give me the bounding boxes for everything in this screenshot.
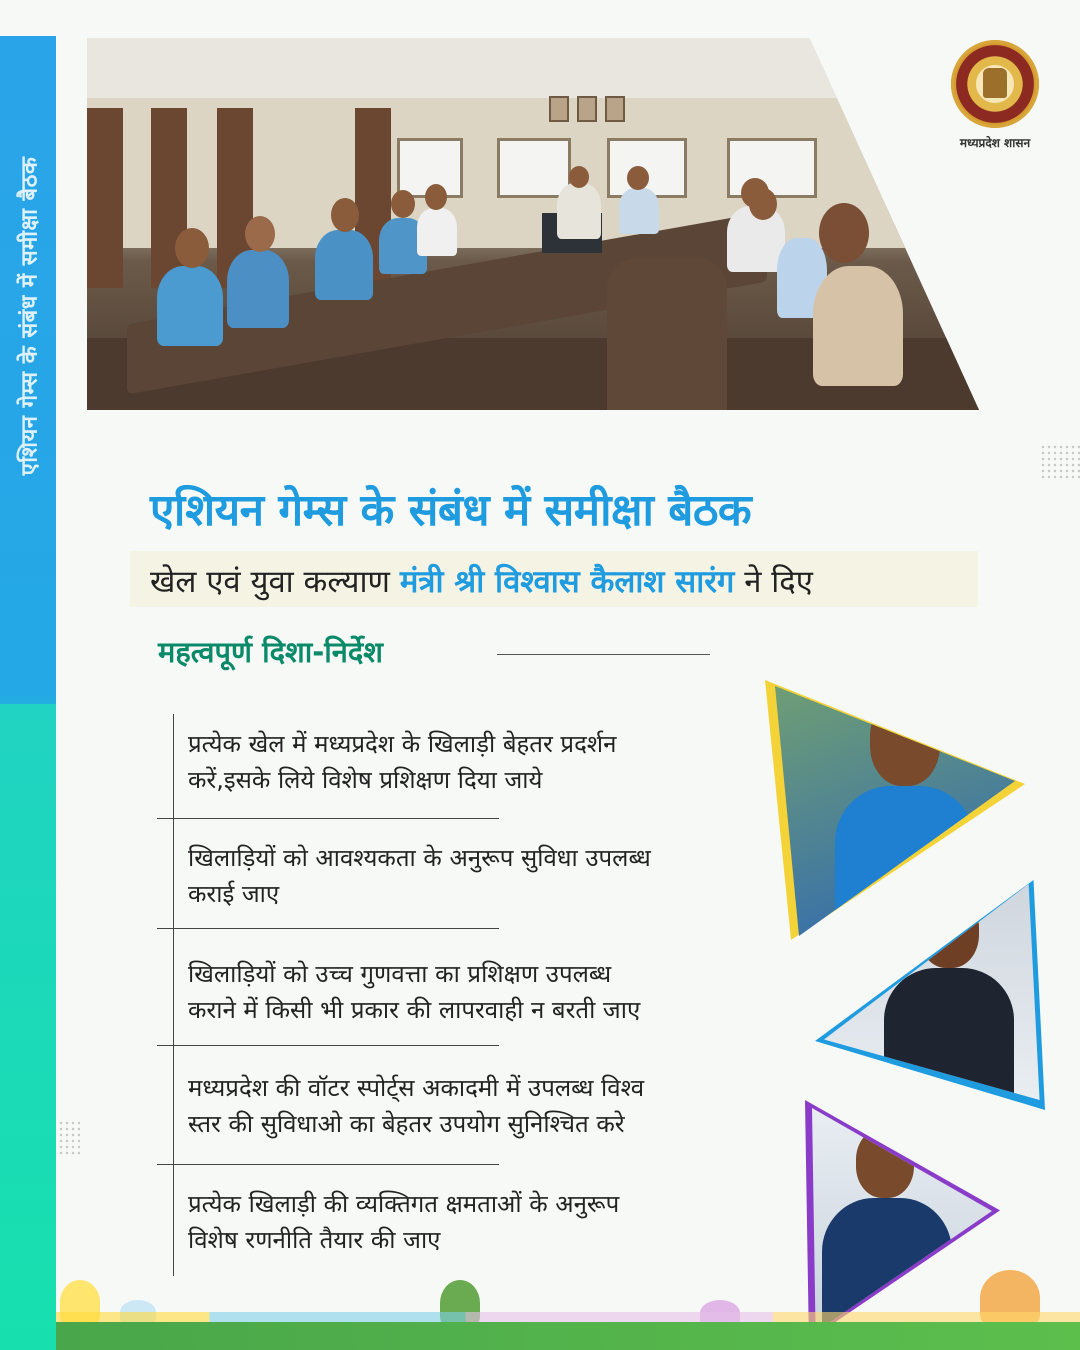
- list-separator: [157, 1164, 499, 1165]
- page-title: एशियन गेम्स के संबंध में समीक्षा बैठक: [150, 485, 752, 536]
- list-item: खिलाड़ियों को उच्च गुणवत्ता का प्रशिक्षण उपलब्ध कराने में किसी भी प्रकार की लापरवाही न बरती जाए: [188, 960, 641, 1024]
- list-item: प्रत्येक खेल में मध्यप्रदेश के खिलाड़ी बेहतर प्रदर्शन करें,इसके लिये विशेष प्रशिक्षण दिया जाये: [188, 730, 617, 794]
- list-separator: [157, 1045, 499, 1046]
- subtitle-suffix: ने दिए: [734, 564, 813, 600]
- mp-government-emblem-icon: [951, 40, 1039, 128]
- athlete-photo-3: [812, 1108, 992, 1332]
- meeting-photo: [87, 38, 979, 410]
- list-item: मध्यप्रदेश की वॉटर स्पोर्ट्स अकादमी में उपलब्ध विश्व स्तर की सुविधाओ का बेहतर उपयोग सुनिश्चित करे: [188, 1074, 645, 1138]
- list-vertical-rule: [173, 714, 174, 1276]
- list-separator: [157, 928, 499, 929]
- subtitle-minister-name: मंत्री श्री विश्वास कैलाश सारंग: [399, 564, 735, 600]
- bottom-ground-band: [56, 1322, 1080, 1350]
- decorative-dots-top-right: [1040, 444, 1080, 480]
- subtitle: [150, 560, 980, 602]
- side-strip-text: एशियन गेम्स के संबंध में समीक्षा बैठक: [17, 156, 42, 476]
- list-item: प्रत्येक खिलाड़ी की व्यक्तिगत क्षमताओं के अनुरूप विशेष रणनीति तैयार की जाए: [188, 1190, 620, 1254]
- section-heading-rule: [497, 654, 710, 655]
- emblem-label: मध्यप्रदेश शासन: [959, 136, 1031, 150]
- subtitle-prefix: खेल एवं युवा कल्याण: [150, 564, 400, 600]
- athlete-photo-2: [824, 884, 1044, 1100]
- list-separator: [157, 818, 499, 819]
- section-heading: महत्वपूर्ण दिशा-निर्देश: [158, 635, 383, 669]
- side-strip-text-wrap: [0, 36, 56, 596]
- list-item: खिलाड़ियों को आवश्यकता के अनुरूप सुविधा उपलब्ध कराई जाए: [188, 844, 651, 908]
